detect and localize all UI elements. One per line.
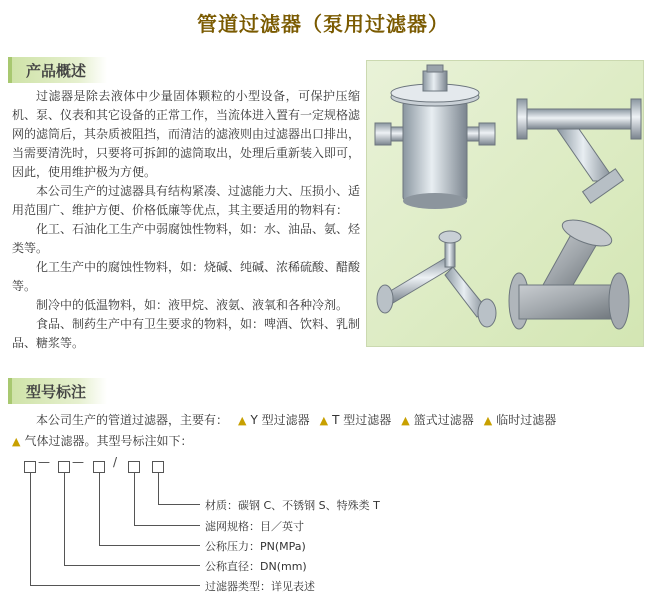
type-temporary: 临时过滤器 — [496, 413, 557, 427]
triangle-bullet-icon: ▲ — [12, 435, 21, 448]
code-separator: — — [38, 455, 50, 469]
overview-paragraph-2: 本公司生产的过滤器具有结构紧凑、过滤能力大、压损小、适用范围广、维护方便、价格低廉等优点，其主要适用的物料有： — [12, 184, 361, 217]
code-separator: — — [72, 455, 84, 469]
code-box-dn — [58, 461, 70, 473]
y-strainer-image — [517, 99, 641, 203]
overview-paragraph-6: 食品、制药生产中有卫生要求的物料，如：啤酒、饮料、乳制品、糖浆等。 — [12, 317, 361, 350]
overview-paragraph-4: 化工生产中的腐蚀性物料，如：烧碱、纯碱、浓稀硫酸、醋酸等。 — [12, 260, 361, 293]
overview-paragraph-5: 制冷中的低温物料，如：液甲烷、液氨、液氧和各种冷剂。 — [36, 298, 349, 312]
type-y: Y 型过滤器 — [250, 413, 310, 427]
section-header-model-label: 型号标注 — [26, 383, 87, 401]
product-illustration — [367, 61, 643, 346]
label-material: 材质：碳钢 C、不锈钢 S、特殊类 T — [205, 499, 380, 512]
model-intro: 本公司生产的管道过滤器，主要有： — [36, 413, 229, 427]
overview-text — [12, 87, 360, 353]
section-header-overview — [8, 57, 107, 83]
code-box-material — [152, 461, 164, 473]
triangle-bullet-icon: ▲ — [238, 414, 247, 427]
triangle-bullet-icon: ▲ — [401, 414, 410, 427]
section-header-model — [8, 378, 107, 404]
triangle-bullet-icon: ▲ — [319, 414, 329, 427]
model-types-text — [12, 410, 637, 452]
type-basket: 篮式过滤器 — [413, 413, 474, 427]
label-mesh: 滤网规格：目／英寸 — [205, 520, 304, 533]
overview-paragraph-1: 过滤器是除去液体中少量固体颗粒的小型设备，可保护压缩机、泵、仪表和其它设备的正常工作，当流体进入置有一定规格滤网的滤筒后，其杂质被阻挡，而清洁的滤液则由过滤器出口排出，当需要清洗时，只要将可拆卸的滤筒取出，处理后重新装入即可，因此，使用维护极为方便。 — [12, 89, 361, 179]
label-type: 过滤器类型：详见表述 — [205, 580, 315, 593]
code-separator: / — [113, 455, 118, 469]
code-box-type — [24, 461, 36, 473]
cast-y-strainer-image — [509, 215, 629, 329]
section-header-overview-label: 产品概述 — [26, 62, 87, 80]
overview-paragraph-3: 化工、石油化工生产中弱腐蚀性物料，如：水、油品、氨、烃类等。 — [12, 222, 361, 255]
type-t: T 型过滤器 — [332, 413, 392, 427]
model-code-diagram — [0, 455, 646, 595]
model-outro: 。其型号标注如下： — [84, 434, 193, 448]
product-photo-panel — [366, 60, 644, 347]
type-gas: 气体过滤器 — [24, 434, 85, 448]
triangle-bullet-icon: ▲ — [483, 414, 493, 427]
code-box-mesh — [128, 461, 140, 473]
code-box-pn — [93, 461, 105, 473]
label-pressure: 公称压力：PN(MPa) — [205, 540, 306, 553]
inline-strainer-image — [377, 231, 496, 327]
page-title: 管道过滤器（泵用过滤器） — [197, 12, 449, 36]
label-diameter: 公称直径：DN(mm) — [205, 560, 307, 573]
basket-filter-image — [375, 65, 495, 209]
